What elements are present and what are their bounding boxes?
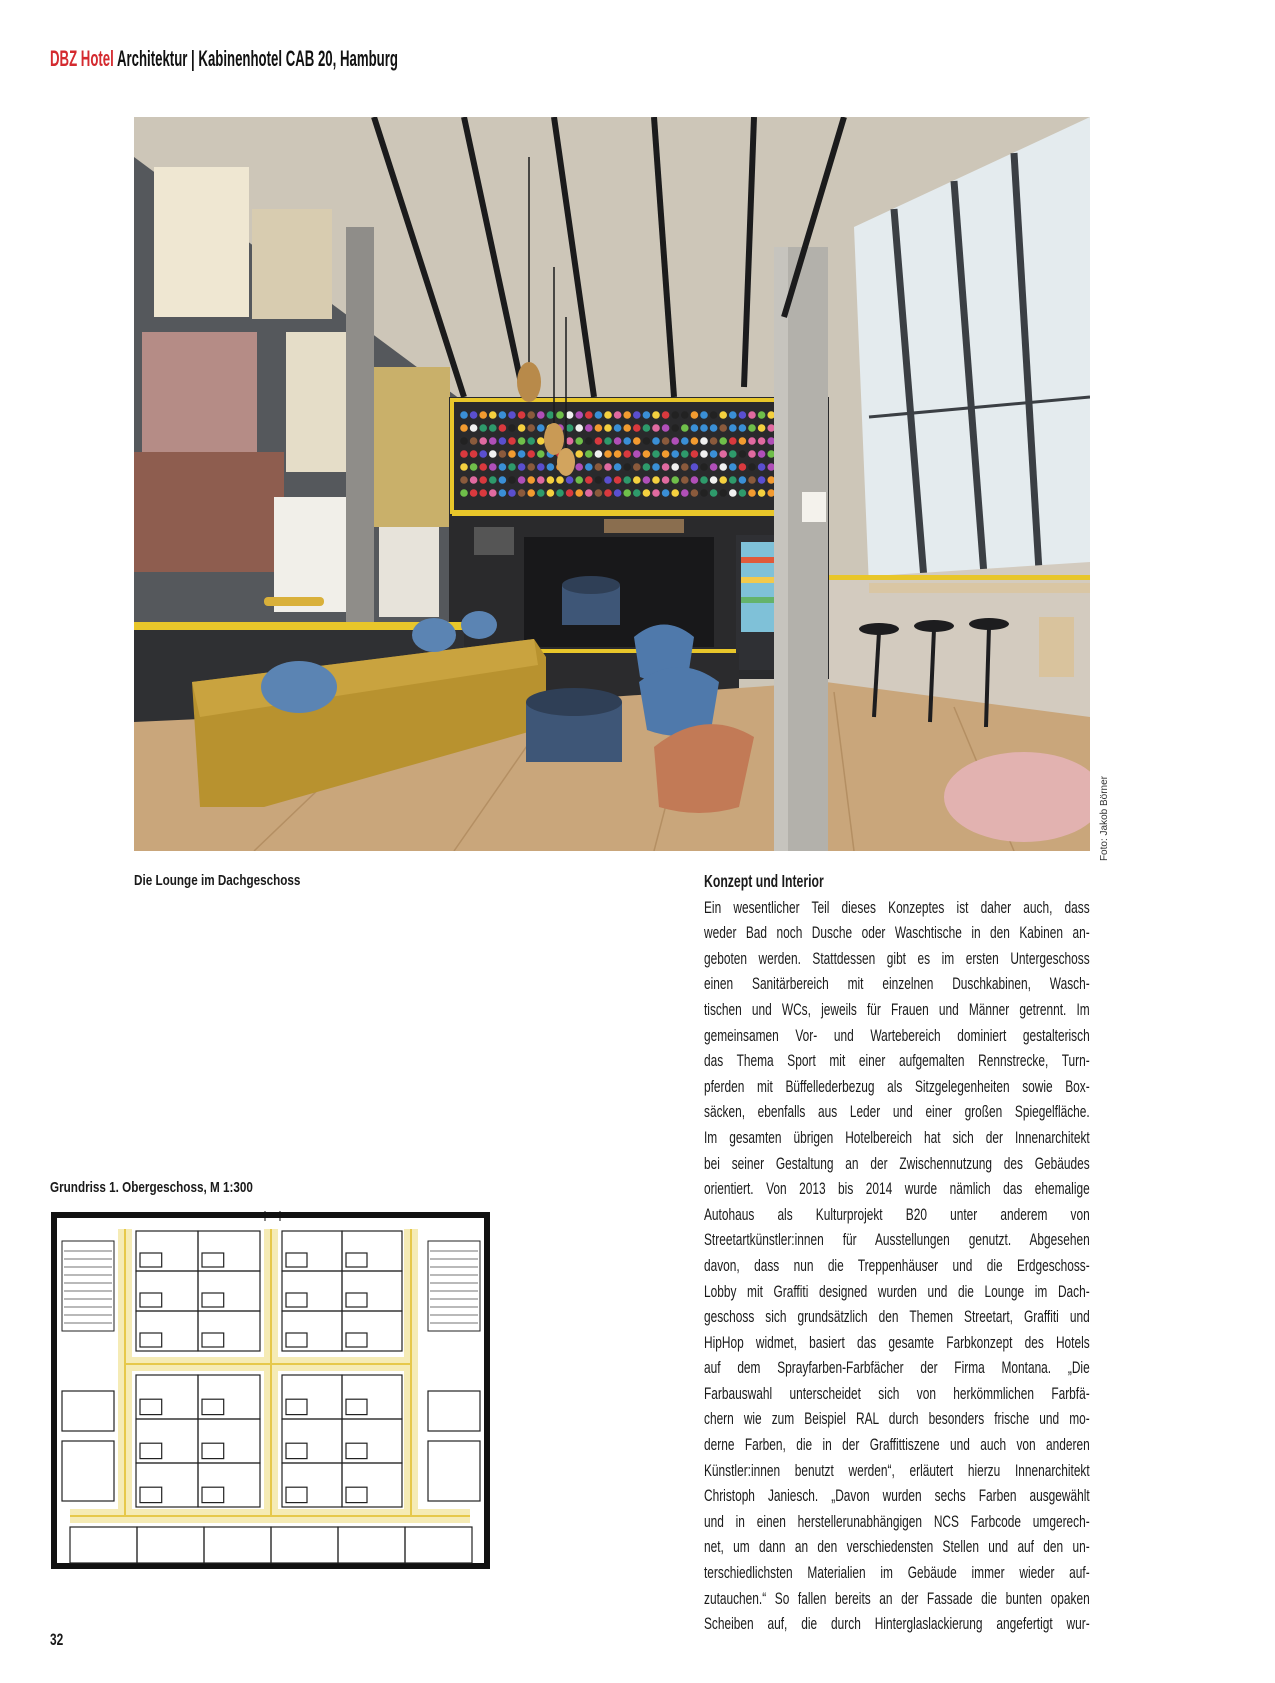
text-line: davon, dass nun die Treppenhäuser und die Erdgeschoss- (704, 1255, 1090, 1275)
floor-plan-drawing (50, 1211, 491, 1570)
article-column (704, 869, 1090, 1637)
text-line: geschoss sich grundsätzlich den Themen Streetart, Graffiti und (704, 1307, 1090, 1327)
text-line: weder Bad noch Dusche oder Waschtische in den Kabinen an- (704, 923, 1090, 943)
text-line: tischen und WCs, jeweils für Frauen und Männer getrennt. Im (704, 999, 1090, 1019)
text-line: zutauchen.“ So fallen bereits an der Fassade die bunten opaken (704, 1588, 1090, 1608)
photo-caption: Die Lounge im Dachgeschoss (134, 872, 301, 889)
text-line: derne Farben, die in der Graffittiszene und auch von anderen (704, 1435, 1090, 1455)
text-line: net, um dann an den verschiedensten Stellen und auf den un- (704, 1537, 1090, 1557)
text-line: Autohaus als Kulturprojekt B20 unter anderem von (704, 1204, 1090, 1224)
article-heading: Konzept und Interior (704, 871, 824, 891)
lounge-photo-illustration (134, 117, 1090, 851)
text-line: Lobby mit Graffiti designed wurden und die Lounge im Dach- (704, 1281, 1090, 1301)
text-line: Streetartkünstler:innen für Ausstellungen genutzt. Abgesehen (704, 1230, 1090, 1250)
text-line: das Thema Sport mit einer aufgemalten Rennstrecke, Turn- (704, 1051, 1090, 1071)
text-line: Farbauswahl unterscheidet sich von herkömmlichen Farbfä- (704, 1383, 1090, 1403)
text-line: geboten werden. Stattdessen gibt es im ersten Untergeschoss (704, 948, 1090, 968)
text-line: terschiedlichsten Materialien im Gebäude immer wieder auf- (704, 1563, 1090, 1583)
article-body (704, 895, 1090, 1637)
text-line: Scheiben auf, die durch Hinterglaslackierung angefertigt wur- (704, 1614, 1090, 1634)
photo-credit: Foto: Jakob Börner (1099, 776, 1110, 862)
text-line: einen Sanitärbereich mit einzelnen Duschkabinen, Wasch- (704, 974, 1090, 994)
page-number: 32 (50, 1630, 64, 1649)
text-line: auf dem Sprayfarben-Farbfächer der Firma Montana. „Die (704, 1358, 1090, 1378)
text-line: Künstler:innen benutzt werden“, erläutert hierzu Innenarchitekt (704, 1460, 1090, 1480)
lounge-photo (134, 117, 1090, 851)
page-header (50, 46, 398, 72)
section-title: Architektur | Kabinenhotel CAB 20, Hamburg (116, 46, 398, 71)
brand-label: DBZ Hotel (50, 46, 114, 71)
text-line: orientiert. Von 2013 bis 2014 wurde nämlich das ehemalige (704, 1179, 1090, 1199)
plan-caption: Grundriss 1. Obergeschoss, M 1:300 (50, 1179, 253, 1196)
text-line: säcken, ebenfalls aus Leder und einer großen Spiegelfläche. (704, 1102, 1090, 1122)
text-line: pferden mit Büffellederbezug als Sitzgelegenheiten sowie Box- (704, 1076, 1090, 1096)
text-line: und in einen herstellerunabhängigen NCS Farbcode umgerech- (704, 1511, 1090, 1531)
text-line: chern wie zum Beispiel RAL durch besonders frische und mo- (704, 1409, 1090, 1429)
text-line: bei seiner Gestaltung an der Zwischennutzung des Gebäudes (704, 1153, 1090, 1173)
corridor-areas (70, 1229, 470, 1523)
text-line: HipHop widmet, basiert das gesamte Farbkonzept des Hotels (704, 1332, 1090, 1352)
text-line: Ein wesentlicher Teil dieses Konzeptes ist daher auch, dass (704, 897, 1090, 917)
text-line: Im gesamten übrigen Hotelbereich hat sich der Innenarchitekt (704, 1127, 1090, 1147)
floor-plan (50, 1211, 491, 1570)
text-line: Christoph Janiesch. „Davon wurden sechs Farben ausgewählt (704, 1486, 1090, 1506)
text-line: gemeinsamen Vor- und Wartebereich dominiert gestalterisch (704, 1025, 1090, 1045)
